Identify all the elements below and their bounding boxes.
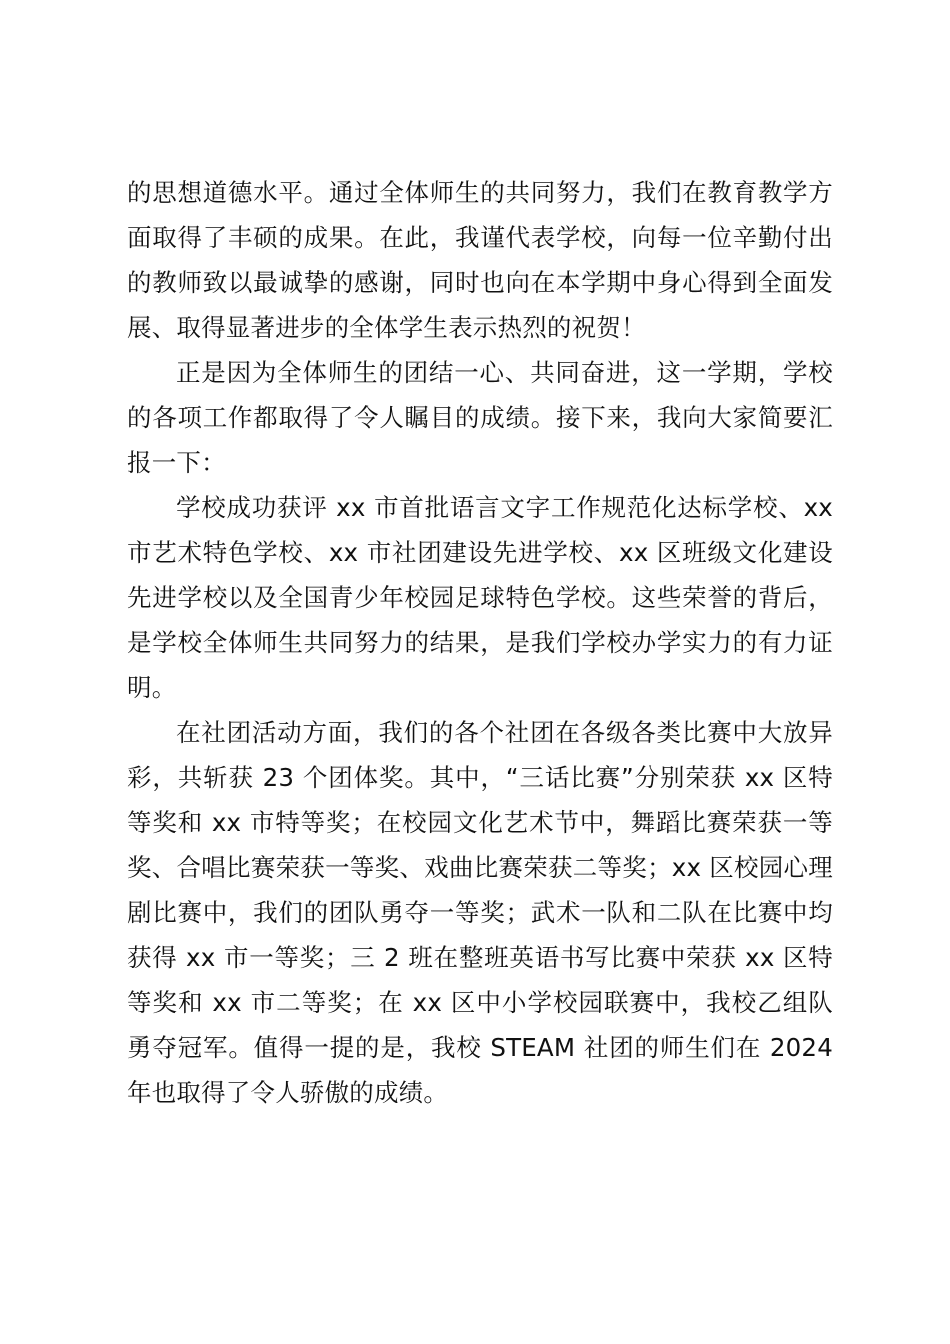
document-body	[127, 170, 833, 1115]
paragraph-club-activities: 在社团活动方面，我们的各个社团在各级各类比赛中大放异彩，共斩获 23 个团体奖。其中，“三话比赛”分别荣获 xx 区特等奖和 xx 市特等奖；在校园文化艺术节中，舞蹈比赛荣获一等奖、合唱比赛荣获一等奖、戏曲比赛荣获二等奖；xx 区校园心理剧比赛中，我们的团队勇夺一等奖；武术一队和二队在比赛中均获得 xx 市一等奖；三 2 班在整班英语书写比赛中荣获 xx 区特等奖和 xx 市二等奖；在 xx 区中小学校园联赛中，我校乙组队勇夺冠军。值得一提的是，我校 STEAM 社团的师生们在 2024 年也取得了令人骄傲的成绩。	[127, 718, 833, 1107]
paragraph-progress-intro: 正是因为全体师生的团结一心、共同奋进，这一学期，学校的各项工作都取得了令人瞩目的成绩。接下来，我向大家简要汇报一下：	[127, 358, 833, 477]
paragraph-continued: 的思想道德水平。通过全体师生的共同努力，我们在教育教学方面取得了丰硕的成果。在此，我谨代表学校，向每一位辛勤付出的教师致以最诚挚的感谢，同时也向在本学期中身心得到全面发展、取得显著进步的全体学生表示热烈的祝贺！	[127, 178, 833, 342]
paragraph-school-honors: 学校成功获评 xx 市首批语言文字工作规范化达标学校、xx 市艺术特色学校、xx 市社团建设先进学校、xx 区班级文化建设先进学校以及全国青少年校园足球特色学校。这些荣誉的背后，是学校全体师生共同努力的结果，是我们学校办学实力的有力证明。	[127, 493, 833, 702]
